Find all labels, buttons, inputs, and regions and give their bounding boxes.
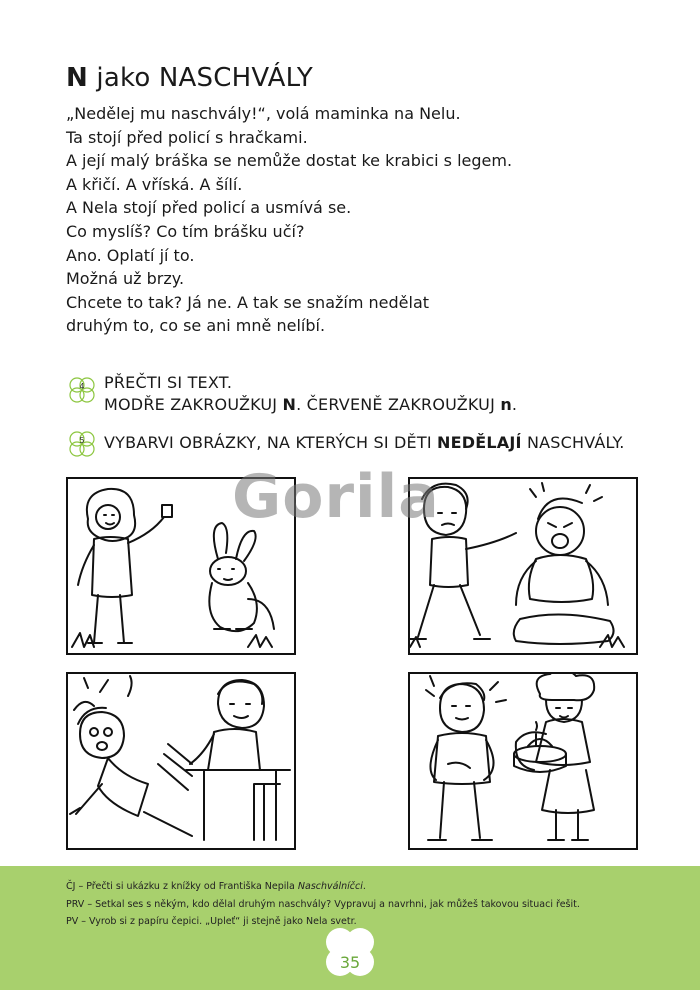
footer-line-pv: PV – Vyrob si z papíru čepici. „Upleť“ ji stejně jako Nela svetr. — [66, 916, 357, 927]
poem-line: „Nedělej mu naschvály!“, volá maminka na Nelu. — [66, 104, 461, 123]
task-text-bold: N — [282, 395, 297, 414]
footer-line-prv: PRV – Setkal ses s někým, kdo dělal druhým naschvály? Vypravuj a navrhni, jak můžeš takovou situaci řešit. — [66, 898, 580, 910]
poem-line: A její malý bráška se nemůže dostat ke krabici s legem. — [66, 151, 513, 171]
title-letter: N — [66, 63, 88, 93]
watermark-text: Gorila — [232, 462, 440, 532]
task-4-line-1: PŘEČTI SI TEXT. — [104, 373, 233, 392]
task-text: . ČERVENĚ ZAKROUŽKUJ — [296, 395, 501, 414]
footer-text: . — [362, 881, 366, 892]
poem-line: druhým to, co se ani mně nelíbí. — [66, 316, 326, 336]
poem-line: Chcete to tak? Já ne. A tak se snažím nedělat — [66, 292, 430, 312]
task-number: 4 — [79, 382, 85, 391]
task-text-bold: n — [500, 395, 512, 414]
footer-book-title: Naschválníčci — [297, 881, 363, 892]
illustration-cake-gift[interactable] — [408, 672, 638, 850]
footer-line-cj — [66, 878, 580, 896]
poem-line: Co myslíš? Co tím brášku učí? — [66, 221, 305, 241]
cake-drawing — [410, 674, 636, 848]
task-5 — [66, 432, 625, 454]
chair-prank-drawing — [68, 674, 294, 848]
poem-line: A Nela stojí před policí a usmívá se. — [66, 198, 352, 218]
task-text: . — [511, 395, 518, 414]
footer-text: ČJ – Přečti si ukázku z knížky od Františka Nepila — [66, 881, 298, 892]
poem-line: Ano. Oplatí jí to. — [66, 245, 195, 265]
illustration-chair-pulled[interactable] — [66, 672, 296, 850]
task-4-line-2 — [104, 394, 517, 416]
task-number: 5 — [79, 436, 85, 445]
poem-line: Možná už brzy. — [66, 269, 185, 289]
page-number: 35 — [339, 953, 361, 972]
task-text: VYBARVI OBRÁZKY, NA KTERÝCH SI DĚTI — [104, 433, 438, 452]
poem-text — [66, 102, 512, 338]
task-5-line — [104, 432, 625, 454]
page-title — [66, 62, 313, 94]
poem-line: A křičí. A vříská. A šílí. — [66, 174, 243, 194]
task-text: MODŘE ZAKROUŽKUJ — [104, 395, 283, 414]
task-text-bold: NEDĚLAJÍ — [437, 433, 522, 452]
page-clover-icon — [318, 920, 382, 984]
poem-line: Ta stojí před policí s hračkami. — [66, 127, 308, 147]
task-4 — [66, 372, 517, 416]
boy-girl-drawing — [410, 479, 636, 653]
title-rest: jako NASCHVÁLY — [87, 63, 313, 93]
task-text: NASCHVÁLY. — [521, 433, 625, 452]
illustration-boy-pushing-girl[interactable] — [408, 477, 638, 655]
